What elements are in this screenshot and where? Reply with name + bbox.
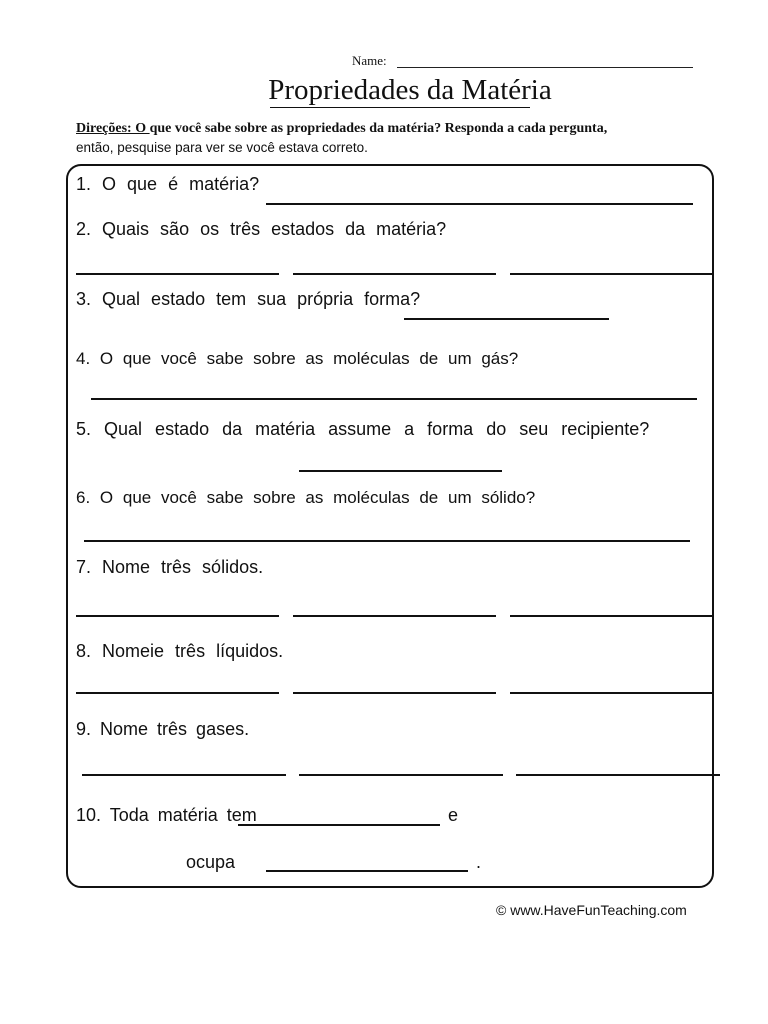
question-5-number: 5.: [76, 419, 92, 439]
question-4-number: 4.: [76, 349, 91, 368]
title-underline: [270, 107, 530, 108]
question-2-text: Quais são os três estados da matéria?: [102, 219, 447, 239]
question-8: [76, 641, 283, 662]
answer-line-7a[interactable]: [76, 615, 279, 617]
question-3: [76, 289, 420, 310]
question-6-number: 6.: [76, 488, 91, 507]
question-3-text: Qual estado tem sua própria forma?: [102, 289, 421, 309]
question-10: [76, 805, 257, 826]
answer-line-8b[interactable]: [293, 692, 496, 694]
answer-line-9b[interactable]: [299, 774, 503, 776]
name-label: Name:: [352, 53, 387, 68]
question-4: [76, 349, 518, 369]
name-answer-line[interactable]: [397, 67, 693, 68]
answer-line-8c[interactable]: [510, 692, 713, 694]
question-8-number: 8.: [76, 641, 92, 661]
question-1-number: 1.: [76, 174, 92, 194]
answer-line-9a[interactable]: [82, 774, 286, 776]
question-10-line2-label: ocupa: [186, 852, 236, 872]
directions-label: Direções: O: [76, 121, 150, 136]
answer-line-9c[interactable]: [516, 774, 720, 776]
question-6-text: O que você sabe sobre as moléculas de um sólido?: [99, 488, 536, 507]
answer-line-8a[interactable]: [76, 692, 279, 694]
copyright-footer: © www.HaveFunTeaching.com: [496, 902, 687, 918]
question-6: [76, 488, 535, 508]
answer-line-1[interactable]: [266, 203, 693, 205]
answer-line-3[interactable]: [404, 318, 609, 320]
question-10-suffix: e: [448, 805, 459, 825]
question-5-text: Qual estado da matéria assume a forma do seu recipiente?: [104, 419, 650, 439]
answer-line-7b[interactable]: [293, 615, 496, 617]
question-5: [76, 419, 649, 440]
page-title: Propriedades da Matéria: [268, 74, 552, 106]
answer-line-10b[interactable]: [266, 870, 468, 872]
answer-line-2a[interactable]: [76, 273, 279, 275]
question-10-text: Toda matéria tem: [109, 805, 257, 825]
question-10-number: 10.: [76, 805, 102, 825]
question-8-text: Nomeie três líquidos.: [102, 641, 284, 661]
answer-line-2b[interactable]: [293, 273, 496, 275]
answer-line-2c[interactable]: [510, 273, 713, 275]
question-10-line2-end: .: [476, 852, 482, 872]
answer-line-6[interactable]: [84, 540, 690, 542]
question-1: [76, 174, 259, 195]
question-3-number: 3.: [76, 289, 92, 309]
directions-text-bold: que você sabe sobre as propriedades da matéria? Responda a cada pergunta,: [149, 121, 608, 136]
question-2-number: 2.: [76, 219, 92, 239]
question-9: [76, 719, 249, 740]
answer-line-4[interactable]: [91, 398, 697, 400]
question-9-number: 9.: [76, 719, 92, 739]
directions: [76, 119, 716, 158]
question-1-text: O que é matéria?: [102, 174, 260, 194]
question-7-number: 7.: [76, 557, 92, 577]
question-7: [76, 557, 263, 578]
question-9-text: Nome três gases.: [100, 719, 250, 739]
question-2: [76, 219, 446, 240]
answer-line-7c[interactable]: [510, 615, 713, 617]
directions-text-regular: então, pesquise para ver se você estava correto.: [76, 140, 368, 155]
question-7-text: Nome três sólidos.: [102, 557, 264, 577]
answer-line-10a[interactable]: [238, 824, 440, 826]
answer-line-5[interactable]: [299, 470, 502, 472]
question-4-text: O que você sabe sobre as moléculas de um gás?: [99, 349, 519, 368]
